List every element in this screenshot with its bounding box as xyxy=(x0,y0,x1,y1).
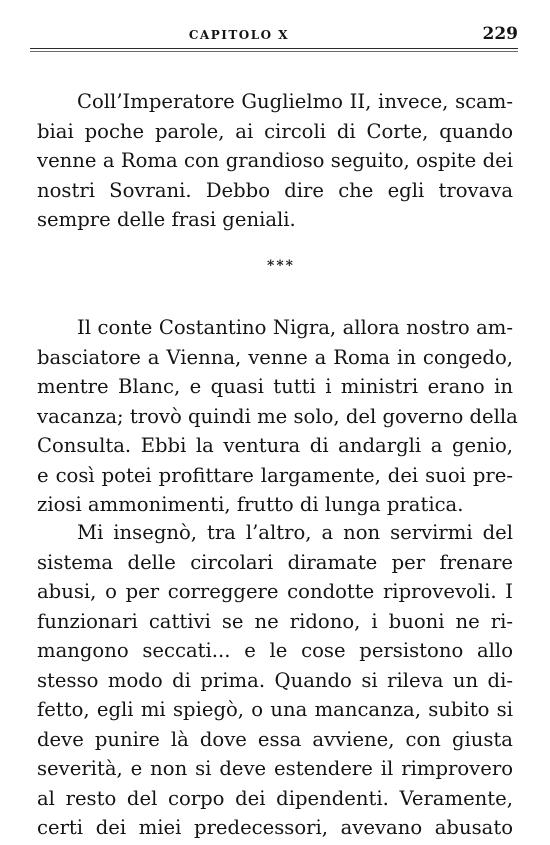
paragraph-2 xyxy=(37,313,518,520)
header-rule xyxy=(30,48,518,49)
section-separator: *** xyxy=(267,258,295,274)
text-line: vacanza; trovò quindi me solo, del governo della xyxy=(37,404,518,428)
text-line: venne a Roma con grandioso seguito, ospite dei xyxy=(37,149,513,172)
text-line: basciatore a Vienna, venne a Roma in congedo, xyxy=(37,345,513,369)
text-line: certi dei miei predecessori, avevano abusato xyxy=(37,816,513,839)
text-line: abusi, o per correggere condotte riprovevoli. I xyxy=(37,580,513,603)
text-line: mangono seccati... e le cose persistono allo xyxy=(37,639,513,662)
text-line: sempre delle frasi geniali. xyxy=(37,208,296,231)
text-line: severità, e non si deve estendere il rimprovero xyxy=(37,757,513,780)
paragraph-1 xyxy=(37,87,513,235)
page-header xyxy=(30,24,518,50)
text-line: Consulta. Ebbi la ventura di andargli a genio, xyxy=(37,434,513,457)
text-line: Coll’Imperatore Guglielmo II, invece, scam- xyxy=(77,90,513,113)
text-line: nostri Sovrani. Debbo dire che egli trovava xyxy=(37,178,513,202)
page-number: 229 xyxy=(482,24,518,44)
text-line: sistema delle circolari diramate per frenare xyxy=(37,550,513,574)
running-title: CAPITOLO X xyxy=(188,28,290,42)
text-line: Il conte Costantino Nigra, allora nostro am- xyxy=(77,316,513,339)
text-line: Mi insegnò, tra l’altro, a non servirmi del xyxy=(77,521,513,544)
text-line: al resto del corpo dei dipendenti. Veramente, xyxy=(37,786,513,810)
text-line: stesso modo di prima. Quando si rileva un di- xyxy=(37,668,513,692)
paragraph-3 xyxy=(37,518,513,843)
text-line: e così potei profittare largamente, dei suoi pre- xyxy=(37,463,513,487)
text-line: fetto, egli mi spiegò, o una mancanza, subito si xyxy=(37,698,513,721)
text-line: deve punire là dove essa avviene, con giusta xyxy=(37,727,513,751)
text-line: biai poche parole, ai circoli di Corte, quando xyxy=(37,119,513,143)
header-rule-thin xyxy=(30,51,518,52)
text-line: ziosi ammonimenti, frutto di lunga pratica. xyxy=(37,493,464,516)
text-line: mentre Blanc, e quasi tutti i ministri erano in xyxy=(37,375,513,398)
text-line: funzionari cattivi se ne ridono, i buoni ne ri- xyxy=(37,609,513,633)
